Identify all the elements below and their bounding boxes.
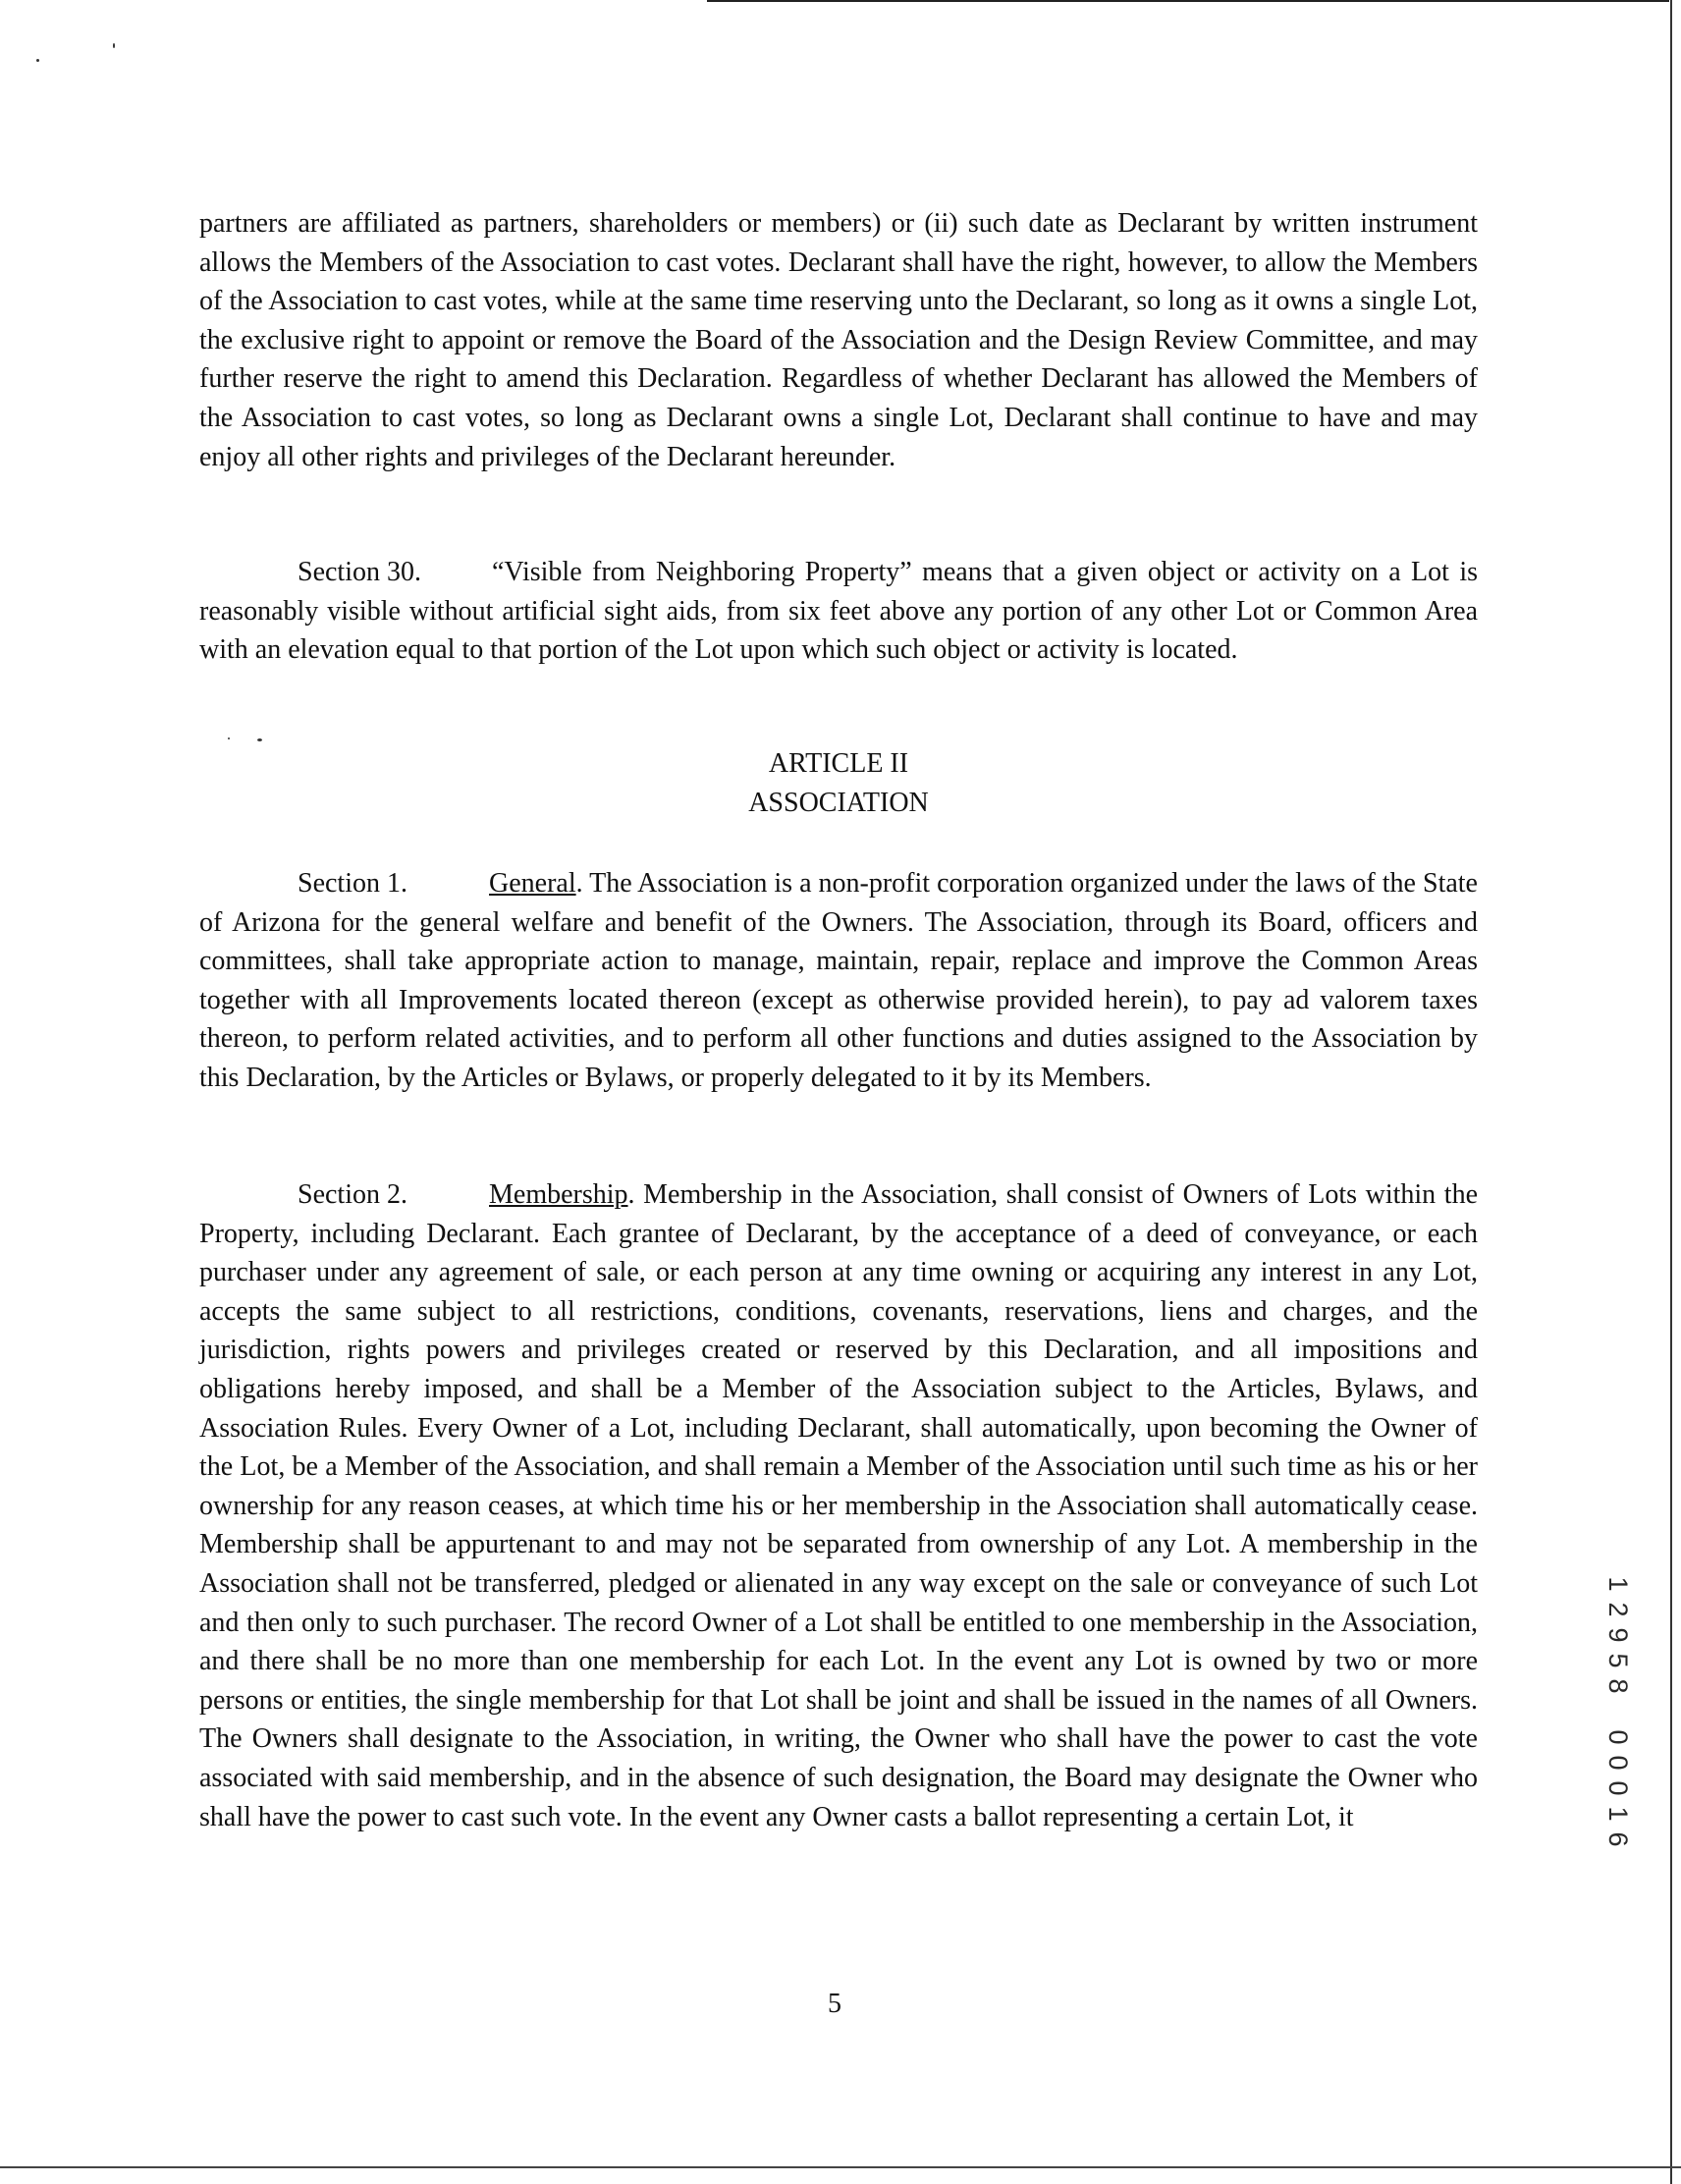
scan-speck xyxy=(228,737,230,739)
article-title: ASSOCIATION xyxy=(748,788,929,818)
section-1-label: Section 1. xyxy=(298,868,407,899)
section-1-paragraph xyxy=(199,864,1478,1098)
section-30-text: “Visible from Neighboring Property” means that a given object or activity on a Lot is reasonably visible without artificial sight aids, from six feet above any portion of any other Lot or Common Area with an elevation equal to that portion of the Lot upon which such object or activity is located. xyxy=(199,557,1478,666)
stamp-digit: 2 xyxy=(1603,1602,1633,1617)
paragraph-continuation: partners are affiliated as partners, shareholders or members) or (ii) such date as Declarant by written instrument allows the Members of the Association to cast votes. Declarant shall have the right, however, to allow the Members of the Association to cast votes, while at the same time reserving unto the Declarant, so long as it owns a single Lot, the exclusive right to appoint or remove the Board of the Association and the Design Review Committee, and may further reserve the right to amend this Declaration. Regardless of whether Declarant has allowed the Members of the Association to cast votes, so long as Declarant owns a single Lot, Declarant shall continue to have and may enjoy all other rights and privileges of the Declarant hereunder. xyxy=(199,208,1478,472)
article-number: ARTICLE II xyxy=(768,748,909,779)
stamp-digit: 0 xyxy=(1603,1755,1633,1771)
section-1-text: . The Association is a non-profit corporation organized under the laws of the State of Arizona for the general welfare and benefit of the Owners. The Association, through its Board, officers and committees, shall take appropriate action to manage, maintain, repair, replace and improve the Common Areas together with all Improvements located thereon (except as otherwise provided herein), to pay ad valorem taxes thereon, to perform related activities, and to perform all other functions and duties assigned to the Association by this Declaration, by the Articles or Bylaws, or properly delegated to it by its Members. xyxy=(199,868,1478,1093)
stamp-digit: 8 xyxy=(1603,1678,1633,1694)
section-1-heading: General xyxy=(489,868,576,899)
scan-speck xyxy=(257,738,262,741)
scan-edge-right xyxy=(1670,0,1672,2184)
stamp-digit: 9 xyxy=(1603,1627,1633,1643)
section-2-paragraph xyxy=(199,1175,1478,1836)
stamp-digit: 5 xyxy=(1603,1653,1633,1668)
stamp-digit: 6 xyxy=(1603,1831,1633,1847)
page-number: 5 xyxy=(828,1989,841,2019)
stamp-digit: 0 xyxy=(1603,1780,1633,1796)
scan-edge-bottom xyxy=(0,2166,1681,2168)
section-30-paragraph xyxy=(199,553,1478,670)
scan-speck xyxy=(36,59,39,62)
stamp-digit: 0 xyxy=(1603,1729,1633,1745)
scan-edge-top xyxy=(707,0,1669,2)
stamp-digit: 1 xyxy=(1603,1806,1633,1822)
section-2-label: Section 2. xyxy=(298,1179,407,1210)
section-30-label: Section 30. xyxy=(298,557,421,587)
stamp-digit: 1 xyxy=(1603,1576,1633,1592)
section-2-heading: Membership xyxy=(489,1179,628,1210)
scan-speck xyxy=(113,43,115,48)
recording-stamp xyxy=(1602,1571,1634,1852)
section-2-text: . Membership in the Association, shall consist of Owners of Lots within the Property, including Declarant. Each grantee of Declarant, by the acceptance of a deed of conveyance, or each purchaser under any agreement of sale, or each person at any time owning or acquiring any interest in any Lot, accepts the same subject to all restrictions, conditions, covenants, reservations, liens and charges, and the jurisdiction, rights powers and privileges created or reserved by this Declaration, and all impositions and obligations hereby imposed, and shall be a Member of the Association subject to the Articles, Bylaws, and Association Rules. Every Owner of a Lot, including Declarant, shall automatically, upon becoming the Owner of the Lot, be a Member of the Association, and shall remain a Member of the Association until such time as his or her ownership for any reason ceases, at which time his or her membership in the Association shall automatically cease. Membership shall be appurtenant to and may not be separated from ownership of any Lot. A membership in the Association shall not be transferred, pledged or alienated in any way except on the sale or conveyance of such Lot and then only to such purchaser. The record Owner of a Lot shall be entitled to one membership in the Association, and there shall be no more than one membership for each Lot. In the event any Lot is owned by two or more persons or entities, the single membership for that Lot shall be joint and shall be issued in the names of all Owners. The Owners shall designate to the Association, in writing, the Owner who shall have the power to cast the vote associated with said membership, and in the absence of such designation, the Board may designate the Owner who shall have the power to cast such vote. In the event any Owner casts a ballot representing a certain Lot, it xyxy=(199,1179,1478,1832)
